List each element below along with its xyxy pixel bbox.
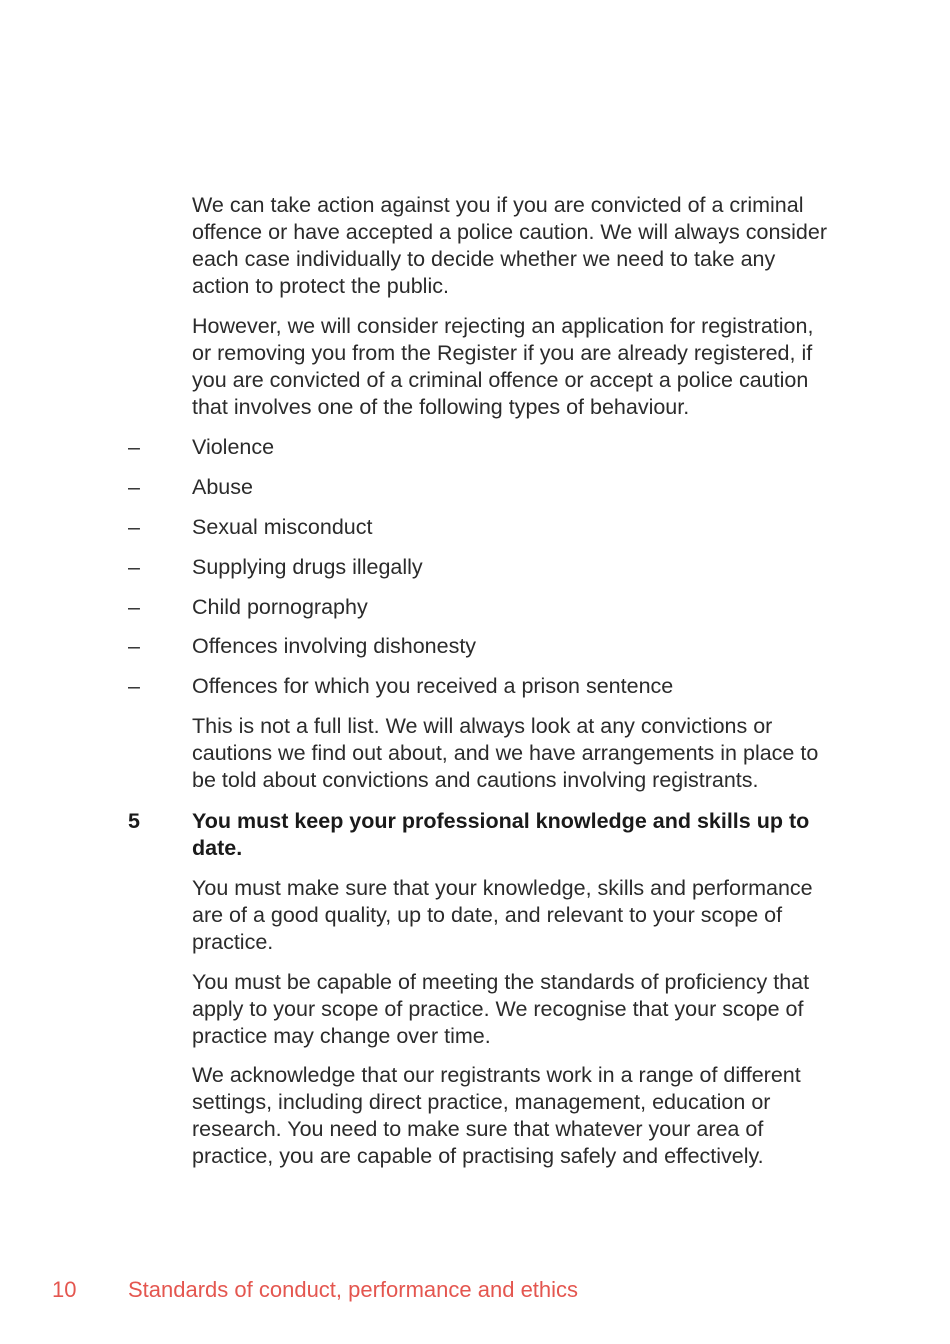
list-item-text: Offences involving dishonesty bbox=[192, 634, 477, 658]
bullet-dash: – bbox=[128, 435, 140, 459]
bullet-dash: – bbox=[128, 674, 140, 698]
paragraph-not-full-list: This is not a full list. We will always look at any convictions or cautions we find out about, and we have arrangements in place to be told about convictions and cautions involving registrants. bbox=[192, 714, 819, 792]
list-item bbox=[128, 673, 828, 700]
paragraph-registrant-settings: We acknowledge that our registrants work in a range of different settings, including direct practice, management, education or research. You need to make sure that whatever your area of practice, you are capable of practising safely and effectively. bbox=[192, 1063, 801, 1168]
bullet-dash: – bbox=[128, 634, 140, 658]
list-item bbox=[128, 514, 828, 541]
list-item-text: Offences for which you received a prison sentence bbox=[192, 674, 674, 698]
list-item-text: Abuse bbox=[192, 475, 253, 499]
list-item-text: Supplying drugs illegally bbox=[192, 555, 423, 579]
list-item bbox=[128, 474, 828, 501]
bullet-dash: – bbox=[128, 515, 140, 539]
bullet-dash: – bbox=[128, 475, 140, 499]
page-number: 10 bbox=[52, 1277, 77, 1302]
section-heading: You must keep your professional knowledge and skills up to date. bbox=[192, 809, 810, 860]
bullet-dash: – bbox=[128, 595, 140, 619]
list-item bbox=[128, 633, 828, 660]
section-number: 5 bbox=[128, 809, 140, 833]
footer-title: Standards of conduct, performance and ethics bbox=[128, 1277, 579, 1302]
paragraph-knowledge-quality: You must make sure that your knowledge, skills and performance are of a good quality, up to date, and relevant to your scope of practice. bbox=[192, 876, 813, 954]
list-item-text: Violence bbox=[192, 435, 275, 459]
list-item bbox=[128, 594, 828, 621]
bullet-dash: – bbox=[128, 555, 140, 579]
list-item-text: Sexual misconduct bbox=[192, 515, 373, 539]
list-item bbox=[128, 554, 828, 581]
list-item-text: Child pornography bbox=[192, 595, 368, 619]
paragraph-criminal-action: We can take action against you if you are convicted of a criminal offence or have accepted a police caution. We will always consider each case individually to decide whether we need to take any action to protect the public. bbox=[192, 193, 828, 298]
paragraph-standards-proficiency: You must be capable of meeting the standards of proficiency that apply to your scope of practice. We recognise that your scope of practice may change over time. bbox=[192, 970, 810, 1048]
paragraph-rejecting-application: However, we will consider rejecting an application for registration, or removing you from the Register if you are already registered, if you are convicted of a criminal offence or accept a police caution that involves one of the following types of behaviour. bbox=[192, 314, 814, 419]
list-item bbox=[128, 434, 828, 461]
